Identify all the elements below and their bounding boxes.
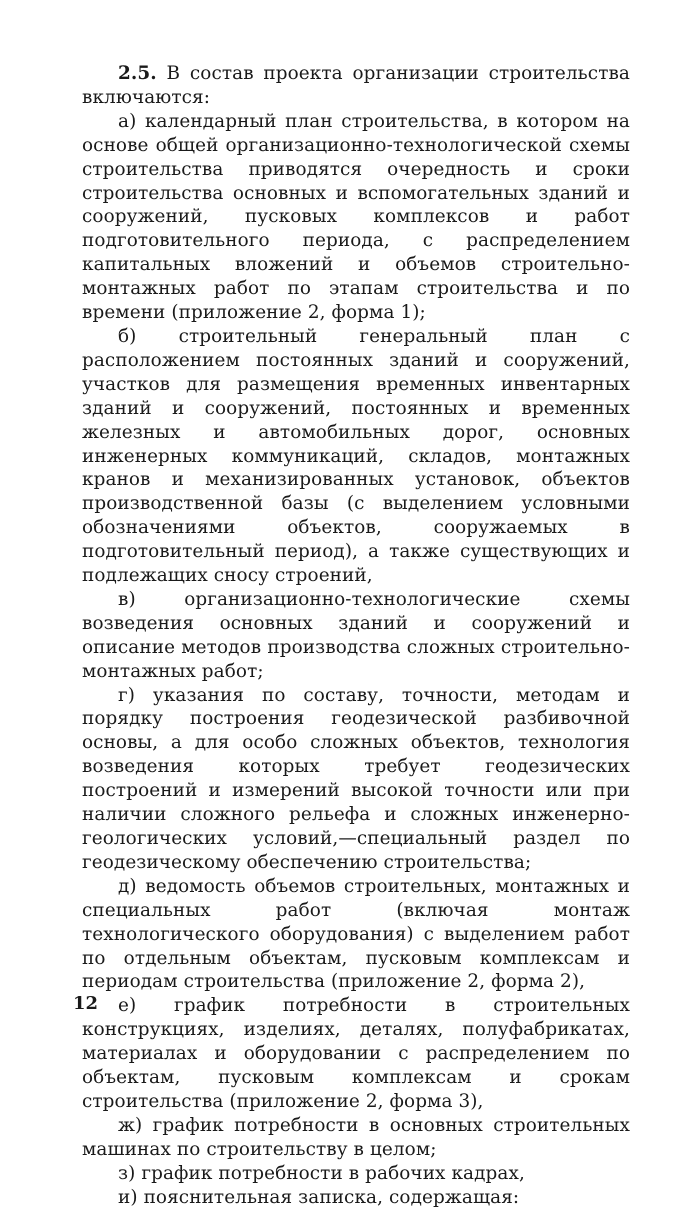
list-item-e: е) график потребности в строительных конструкциях, изделиях, деталях, полуфабрикатах, материалах и оборудовании с распределением по объектам, пусковым комплексам и срокам строительства (приложение 2, форма 3),: [82, 995, 630, 1112]
list-item-i: и) пояснительная записка, содержащая:: [118, 1186, 520, 1208]
list-item-a: а) календарный план строительства, в котором на основе общей организационно-технологической схемы строительства приводятся очередность и сроки строительства основных и вспомогательных зданий и сооружений, пусковых комплексов и работ подготовительного периода, с распределением капитальных вложений и объемов строительно-монтажных работ по этапам строительства и по времени (приложение 2, форма 1);: [82, 110, 630, 324]
section-intro-paragraph: [82, 62, 630, 110]
list-item-g: г) указания по составу, точности, методам и порядку построения геодезической разбивочной основы, а для особо сложных объектов, технология возведения которых требует геодезических построений и измерений высокой точности или при наличии сложного рельефа и сложных инженерно-геологических условий,—специальный раздел по геодезическому обеспечению строительства;: [82, 684, 630, 873]
document-page: [82, 62, 630, 1210]
list-item-zh: ж) график потребности в основных строительных машинах по строительству в целом;: [82, 1114, 630, 1160]
list-item-v: в) организационно-технологические схемы возведения основных зданий и сооружений и описание методов производства сложных строительно-монтажных работ;: [82, 588, 630, 682]
list-item-z: з) график потребности в рабочих кадрах,: [118, 1162, 525, 1184]
section-intro-text: В состав проекта организации строительства включаются:: [82, 63, 630, 108]
list-item-d: д) ведомость объемов строительных, монтажных и специальных работ (включая монтаж технологического оборудования) с выделением работ по отдельным объектам, пусковым комплексам и периодам строительства (приложение 2, форма 2),: [82, 875, 630, 993]
page-number: 12: [73, 993, 99, 1014]
list-item-b: б) строительный генеральный план с расположением постоянных зданий и сооружений, участков для размещения временных инвентарных зданий и сооружений, постоянных и временных железных и автомобильных дорог, основных инженерных коммуникаций, складов, монтажных кранов и механизированных установок, объектов производственной базы (с выделением условными обозначениями объектов, сооружаемых в подготовительный период), а также существующих и подлежащих сносу строений,: [82, 325, 630, 587]
section-number: 2.5.: [118, 63, 157, 84]
